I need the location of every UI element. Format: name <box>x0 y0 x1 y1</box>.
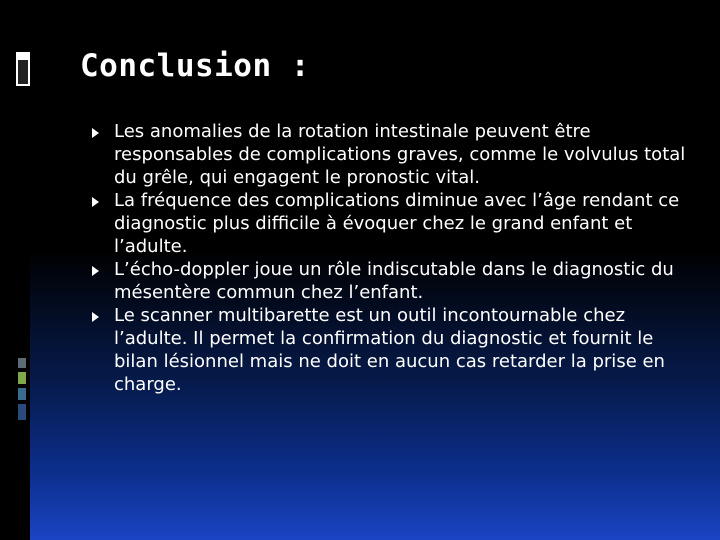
bullet-text: Les anomalies de la rotation intestinale peuvent être responsables de complications graves, comme le volvulus total du grêle, qui engagent le pronostic vital. <box>114 121 686 188</box>
triangle-bullet-icon <box>92 197 99 207</box>
triangle-bullet-icon <box>92 128 99 138</box>
triangle-bullet-icon <box>92 266 99 276</box>
bullet-item <box>92 120 702 189</box>
slide-title: Conclusion : <box>80 48 310 84</box>
triangle-bullet-icon <box>92 312 99 322</box>
bullet-item <box>92 189 702 258</box>
bullet-text: L’écho-doppler joue un rôle indiscutable dans le diagnostic du mésentère commun chez l’enfant. <box>114 259 674 303</box>
accent-bar-green <box>18 372 26 384</box>
bullet-list <box>92 120 702 396</box>
bullet-item <box>92 258 702 304</box>
bullet-text: Le scanner multibarette est un outil incontournable chez l’adulte. Il permet la confirmation du diagnostic et fournit le bilan lésionnel mais ne doit en aucun cas retarder la prise en charge. <box>114 305 665 395</box>
accent-bar-grey <box>18 358 26 368</box>
bullet-text: La fréquence des complications diminue avec l’âge rendant ce diagnostic plus difficile à évoquer chez le grand enfant et l’adulte. <box>114 190 680 257</box>
accent-bar-blue <box>18 404 26 420</box>
title-marker-inner-decoration <box>18 60 28 84</box>
accent-bar-teal <box>18 388 26 400</box>
bullet-item <box>92 304 702 396</box>
